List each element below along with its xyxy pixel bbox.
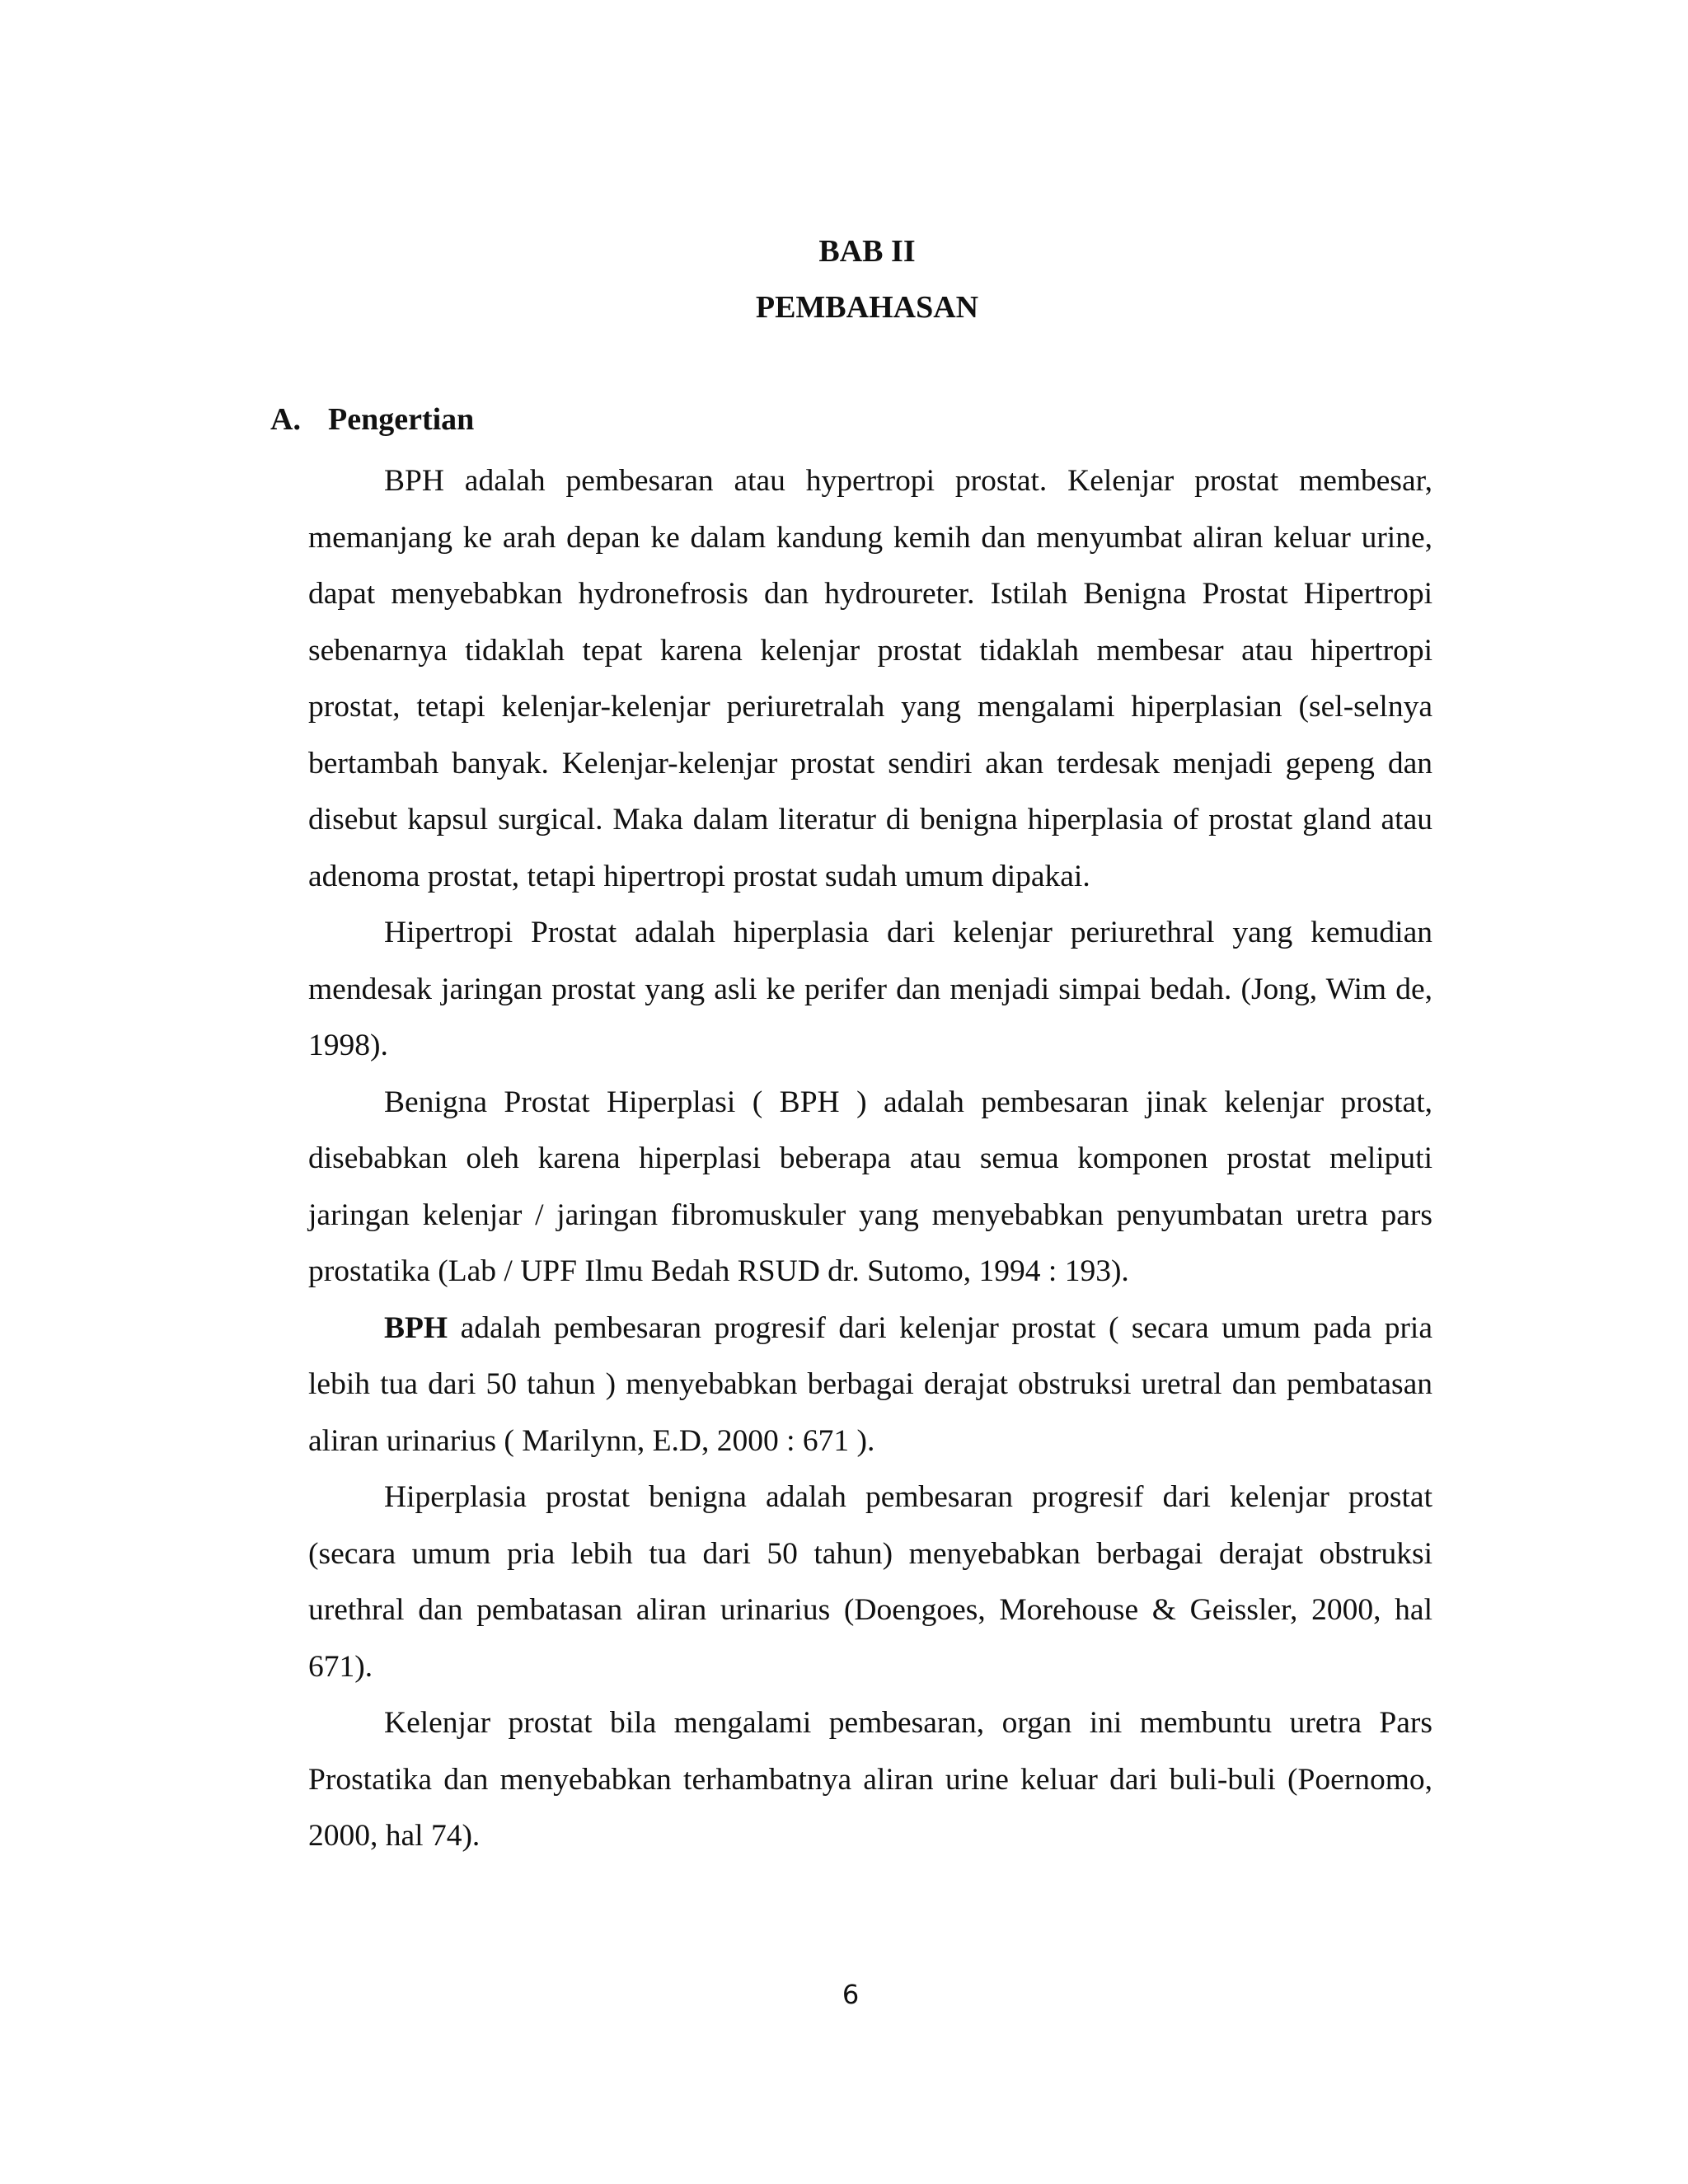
paragraph-2-text: Hipertropi Prostat adalah hiperplasia dari kelenjar periurethral yang kemudian mendesak jaringan prostat yang asli ke perifer dan menjadi simpai bedah. (Jong, Wim de, 1998). — [308, 916, 1432, 1062]
section-heading — [270, 401, 474, 438]
paragraph-2 — [308, 905, 1432, 1075]
paragraph-6-text: Kelenjar prostat bila mengalami pembesaran, organ ini membuntu uretra Pars Prostatika dan menyebabkan terhambatnya aliran urine keluar dari buli-buli (Poernomo, 2000, hal 74). — [308, 1706, 1432, 1853]
paragraph-4 — [308, 1301, 1432, 1470]
paragraph-5 — [308, 1469, 1432, 1695]
page-number: 6 — [842, 1979, 860, 2010]
paragraph-6 — [308, 1695, 1432, 1865]
paragraph-4-text: adalah pembesaran progresif dari kelenjar prostat ( secara umum pada pria lebih tua dari 50 tahun ) menyebabkan berbagai derajat obstruksi uretral dan pembatasan aliran urinarius ( Marilynn, E.D, 2000 : 671 ). — [308, 1310, 1432, 1458]
body-text — [308, 453, 1432, 1865]
paragraph-3 — [308, 1075, 1432, 1301]
paragraph-1-text: BPH adalah pembesaran atau hypertropi prostat. Kelenjar prostat membesar, memanjang ke arah depan ke dalam kandung kemih dan menyumbat aliran keluar urine, dapat menyebabkan hydronefrosis dan hydroureter. Istilah Benigna Prostat Hipertropi sebenarnya tidaklah tepat karena kelenjar prostat tidaklah membesar atau hipertropi prostat, tetapi kelenjar-kelenjar periuretralah yang mengalami hiperplasian (sel-selnya bertambah banyak. Kelenjar-kelenjar prostat sendiri akan terdesak menjadi gepeng dan disebut kapsul surgical. Maka dalam literatur di benigna hiperplasia of prostat gland atau adenoma prostat, tetapi hipertropi prostat sudah umum dipakai. — [308, 464, 1432, 893]
section-title: Pengertian — [328, 402, 475, 437]
paragraph-4-bold-lead: BPH — [384, 1310, 448, 1345]
chapter-label: BAB II — [818, 234, 916, 269]
chapter-title: PEMBAHASAN — [755, 290, 979, 325]
paragraph-5-text: Hiperplasia prostat benigna adalah pembesaran progresif dari kelenjar prostat (secara umum pria lebih tua dari 50 tahun) menyebabkan berbagai derajat obstruksi urethral dan pembatasan aliran urinarius (Doengoes, Morehouse & Geissler, 2000, hal 671). — [308, 1480, 1432, 1684]
paragraph-1 — [308, 453, 1432, 905]
paragraph-3-text: Benigna Prostat Hiperplasi ( BPH ) adalah pembesaran jinak kelenjar prostat, disebabkan oleh karena hiperplasi beberapa atau semua komponen prostat meliputi jaringan kelenjar / jaringan fibromuskuler yang menyebabkan penyumbatan uretra pars prostatika (Lab / UPF Ilmu Bedah RSUD dr. Sutomo, 1994 : 193). — [308, 1085, 1432, 1288]
section-number: A. — [270, 402, 301, 437]
